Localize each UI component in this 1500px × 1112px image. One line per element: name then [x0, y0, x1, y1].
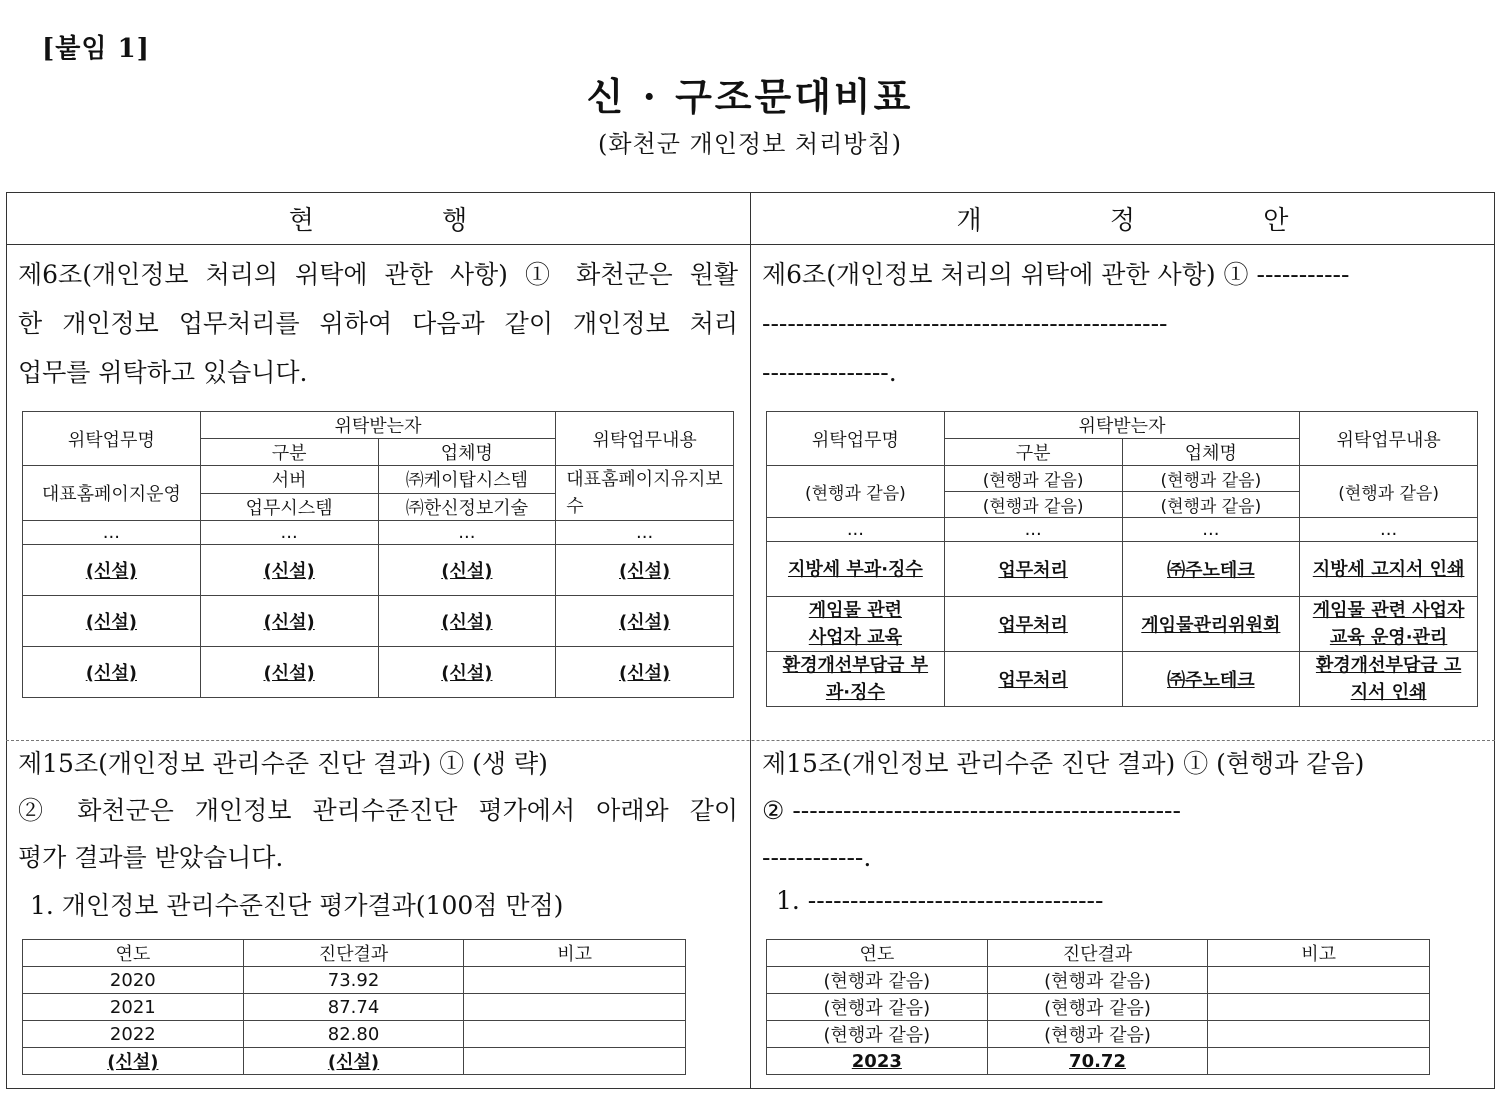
art15-current-item: 1. 개인정보 관리수준진단 평가결과(100점 만점) — [30, 891, 564, 920]
attachment-label: [붙임 1] — [42, 34, 150, 64]
cell-new: (신설) — [200, 545, 378, 596]
cell-note — [1208, 1021, 1430, 1048]
art15-proposed-item: 1. ----------------------------------- — [776, 886, 1104, 915]
art15-proposed-text — [762, 740, 1486, 881]
cell-new-category: 업무처리 — [944, 597, 1122, 652]
text-line: 제15조(개인정보 관리수준 진단 결과) ① (생 략) — [18, 749, 548, 778]
cell-same: (현행과 같음) — [767, 994, 988, 1021]
cell-new: (신설) — [200, 647, 378, 698]
cell-same: (현행과 같음) — [767, 967, 988, 994]
cell-new-year: 2023 — [767, 1048, 988, 1075]
cell-same: (현행과 같음) — [1300, 466, 1478, 518]
cell-new-category: 업무처리 — [944, 542, 1122, 597]
delegation-table-current — [22, 411, 734, 698]
page-title: 신 · 구조문대비표 — [586, 74, 914, 119]
cell-company: ㈜케이탑시스템 — [378, 466, 556, 494]
cell-new-task: 지방세 부과·징수 — [767, 542, 945, 597]
cell-note — [464, 1021, 686, 1048]
cell-new: (신설) — [556, 647, 734, 698]
text-line: ------------------------------------------------ — [762, 309, 1168, 338]
cell-new-category: 업무처리 — [944, 652, 1122, 707]
cell-result: 82.80 — [243, 1021, 464, 1048]
text-line: ② ---------------------------------------------- — [762, 796, 1181, 825]
cell-result: 87.74 — [243, 994, 464, 1021]
cell-ellipsis: ... — [23, 521, 201, 545]
header-content: 위탁업무내용 — [1300, 412, 1478, 466]
cell-new-company: ㈜주노테크 — [1122, 542, 1300, 597]
cell-new: (신설) — [378, 545, 556, 596]
text-line: ② 화천군은 개인정보 관리수준진단 평가에서 아래와 같이 — [18, 796, 738, 825]
cell-new-content: 지방세 고지서 인쇄 — [1300, 542, 1478, 597]
cell-ellipsis: ... — [556, 521, 734, 545]
cell-new: (신설) — [23, 596, 201, 647]
cell-new-task: 게임물 관련 사업자 교육 — [767, 597, 945, 652]
cell-new-task: 환경개선부담금 부과·징수 — [767, 652, 945, 707]
header-category: 구분 — [200, 439, 378, 466]
header-company: 업체명 — [378, 439, 556, 466]
header-year: 연도 — [767, 940, 988, 967]
text-line: 평가 결과를 받았습니다. — [18, 843, 284, 872]
cell-same: (현행과 같음) — [987, 967, 1208, 994]
cell-note — [464, 967, 686, 994]
header-recipient: 위탁받는자 — [944, 412, 1299, 439]
cell-note — [1208, 967, 1430, 994]
header-recipient: 위탁받는자 — [200, 412, 556, 439]
cell-ellipsis: ... — [378, 521, 556, 545]
header-content: 위탁업무내용 — [556, 412, 734, 466]
cell-new: (신설) — [23, 647, 201, 698]
cell-same: (현행과 같음) — [767, 466, 945, 518]
cell-ellipsis: ... — [1300, 518, 1478, 542]
cell-ellipsis: ... — [767, 518, 945, 542]
column-header-current: 현 행 — [288, 206, 528, 236]
cell-new-company: ㈜주노테크 — [1122, 652, 1300, 707]
text-line: 제6조(개인정보 처리의 위탁에 관한 사항) ① 화천군은 원활 — [18, 260, 738, 289]
header-divider — [6, 244, 1495, 245]
header-note: 비고 — [464, 940, 686, 967]
cell-same: (현행과 같음) — [767, 1021, 988, 1048]
header-result: 진단결과 — [243, 940, 464, 967]
text-line: 제15조(개인정보 관리수준 진단 결과) ① (현행과 같음) — [762, 749, 1365, 778]
cell-ellipsis: ... — [200, 521, 378, 545]
text-line: 한 개인정보 업무처리를 위하여 다음과 같이 개인정보 처리 — [18, 309, 738, 338]
cell-result: 73.92 — [243, 967, 464, 994]
assessment-table-current — [22, 939, 686, 1075]
cell-same: (현행과 같음) — [944, 492, 1122, 518]
text-line: ---------------. — [762, 358, 897, 387]
header-result: 진단결과 — [987, 940, 1208, 967]
column-header-proposed: 개 정 안 — [956, 206, 1349, 236]
cell-category: 서버 — [200, 466, 378, 494]
cell-note — [464, 994, 686, 1021]
cell-ellipsis: ... — [944, 518, 1122, 542]
header-category: 구분 — [944, 439, 1122, 466]
cell-same: (현행과 같음) — [1122, 492, 1300, 518]
art6-current-text — [18, 250, 738, 397]
header-task: 위탁업무명 — [23, 412, 201, 466]
delegation-table-proposed — [766, 411, 1478, 707]
cell-new-result: 70.72 — [987, 1048, 1208, 1075]
cell-new-result: (신설) — [243, 1048, 464, 1075]
cell-new-year: (신설) — [23, 1048, 244, 1075]
art6-proposed-text — [762, 250, 1486, 397]
cell-note — [464, 1048, 686, 1075]
cell-note — [1208, 994, 1430, 1021]
cell-new: (신설) — [556, 596, 734, 647]
cell-task: 대표홈페이지운영 — [23, 466, 201, 521]
cell-same: (현행과 같음) — [944, 466, 1122, 492]
cell-same: (현행과 같음) — [987, 1021, 1208, 1048]
cell-year: 2020 — [23, 967, 244, 994]
cell-new-company: 게임물관리위원회 — [1122, 597, 1300, 652]
text-line: 업무를 위탁하고 있습니다. — [18, 358, 308, 387]
text-line: 제6조(개인정보 처리의 위탁에 관한 사항) ① ----------- — [762, 260, 1350, 289]
cell-content: 대표홈페이지유지보수 — [556, 466, 734, 521]
cell-new-content: 게임물 관련 사업자 교육 운영·관리 — [1300, 597, 1478, 652]
header-company: 업체명 — [1122, 439, 1300, 466]
art15-current-text — [18, 740, 738, 881]
cell-new: (신설) — [378, 647, 556, 698]
cell-ellipsis: ... — [1122, 518, 1300, 542]
cell-new: (신설) — [23, 545, 201, 596]
header-year: 연도 — [23, 940, 244, 967]
cell-note — [1208, 1048, 1430, 1075]
assessment-table-proposed — [766, 939, 1430, 1075]
cell-new: (신설) — [378, 596, 556, 647]
column-divider — [750, 192, 751, 1089]
cell-year: 2022 — [23, 1021, 244, 1048]
cell-same: (현행과 같음) — [1122, 466, 1300, 492]
cell-same: (현행과 같음) — [987, 994, 1208, 1021]
cell-new: (신설) — [200, 596, 378, 647]
header-note: 비고 — [1208, 940, 1430, 967]
cell-year: 2021 — [23, 994, 244, 1021]
cell-company: ㈜한신정보기술 — [378, 493, 556, 521]
page-subtitle: (화천군 개인정보 처리방침) — [597, 130, 902, 158]
cell-category: 업무시스템 — [200, 493, 378, 521]
cell-new-content: 환경개선부담금 고지서 인쇄 — [1300, 652, 1478, 707]
cell-new: (신설) — [556, 545, 734, 596]
text-line: ------------. — [762, 843, 872, 872]
header-task: 위탁업무명 — [767, 412, 945, 466]
